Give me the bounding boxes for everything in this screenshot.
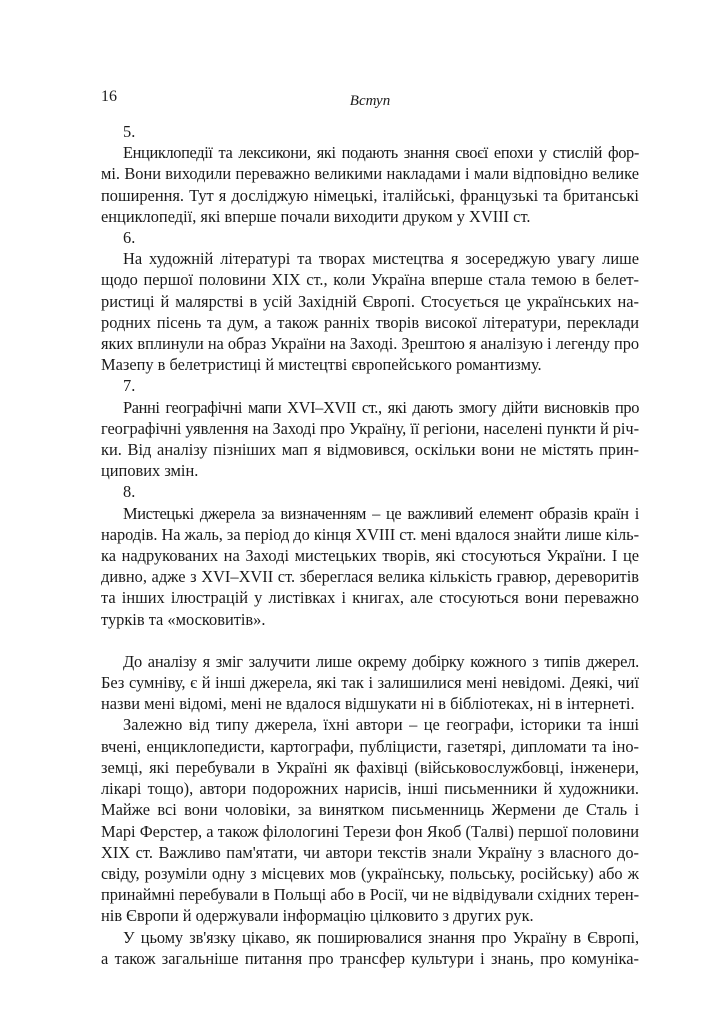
text-line: Залежно від типу джерела, їхні автори – це географи, історики та інші [123,715,639,735]
text-line: XIX ст. Важливо пам'ятати, чи автори текстів знали Україну з власного до- [101,842,639,862]
text-line: дивно, адже з XVI–XVII ст. збереглася велика кількість гравюр, дереворитів [101,567,639,587]
text-line: Майже всі вони чоловіки, за винятком письменниць Жермени де Сталь і [101,800,639,820]
text-line: ципових змін. [101,461,199,481]
item-number: 5. [123,122,136,141]
list-item [101,481,639,629]
page-number: 16 [101,88,117,105]
text-line: енциклопедії, які вперше почали виходити друком у XVIII ст. [101,206,531,226]
paragraph [101,714,639,926]
text-line: мі. Вони виходили переважно великими накладами і мали відповідно велике [101,164,639,184]
text-line: Мистецькі джерела за визначенням – це важливий елемент образів країн і [123,503,639,523]
text-line: родних пісень та дум, а також ранніх творів високої літератури, переклади [101,312,639,332]
text-line: свіду, розуміли одну з місцевих мов (українську, польську, російську) або ж [101,863,639,883]
list-item [101,375,639,481]
body-text [101,121,639,969]
text-line: лікарі тощо), автори подорожних нарисів, інші письменники й художники. [101,779,639,799]
text-line: географічні уявлення на Заході про Україну, її регіони, населені пункти й річ- [101,418,639,438]
paragraph [101,927,639,969]
text-line: та інших ілюстрацій у листівках і книгах, але стосуються вони переважно [101,588,639,608]
item-number: 6. [123,228,136,248]
text-line: турків та «московитів». [101,609,266,629]
text-line: ристиці й малярстві в усій Західній Європі. Стосується це українських на- [101,291,639,311]
page-header [101,88,639,112]
list-item [101,121,639,227]
text-line: а також загальніше питання про трансфер культури і знань, про комуніка- [101,948,639,968]
text-line: принаймні перебували в Польщі або в Росії, чи не відвідували східних терен- [101,885,639,905]
paragraph-gap [101,630,639,651]
text-line: поширення. Тут я досліджую німецькі, італійські, французькі та британські [101,185,639,205]
text-line: Марі Ферстер, а також філологині Терези фон Якоб (Талві) першої половини [101,821,639,841]
text-line: Енциклопедії та лексикони, які подають знання своєї епохи у стислій фор- [123,143,639,163]
text-line: вчені, енциклопедисти, картографи, публіцисти, газетярі, дипломати та іно- [101,736,639,756]
text-line: ки. Від аналізу пізніших мап я відмовився, оскільки вони не містять прин- [101,440,639,460]
text-line: У цьому зв'язку цікаво, як поширювалися знання про Україну в Європі, [123,927,639,947]
text-line: щодо першої половини XIX ст., коли Україна вперше стала темою в белет- [101,270,639,290]
text-line: Без сумніву, є й інші джерела, які так і залишилися мені невідомі. Деякі, чиї [101,673,639,693]
text-line: Мазепу в белетристиці й мистецтві європейського романтизму. [101,355,542,375]
text-line: Ранні географічні мапи XVI–XVII ст., які дають змогу дійти висновків про [123,397,639,417]
text-line: яких вплинули на образ України на Заході. Зрештою я аналізую і легенду про [101,334,639,354]
text-line: земці, які перебували в Україні як фахівці (військовослужбовці, інженери, [101,757,639,777]
paragraph [101,651,639,715]
text-line: ка надрукованих на Заході мистецьких творів, які стосуються України. І це [101,546,639,566]
item-number: 7. [123,376,136,396]
running-title: Вступ [349,93,391,109]
item-number: 8. [123,482,136,502]
text-line: нів Європи й одержували інформацію цілковито з других рук. [101,906,534,926]
text-line: народів. На жаль, за період до кінця XVIII ст. мені вдалося знайти лише кіль- [101,524,640,544]
text-line: назви мені відомі, мені не вдалося відшукати ні в бібліотеках, ні в інтернеті. [101,694,635,714]
list-item [101,227,639,375]
text-line: На художній літературі та творах мистецтва я зосереджую увагу лише [123,249,639,269]
text-line: До аналізу я зміг залучити лише окрему добірку кожного з типів джерел. [123,651,639,671]
